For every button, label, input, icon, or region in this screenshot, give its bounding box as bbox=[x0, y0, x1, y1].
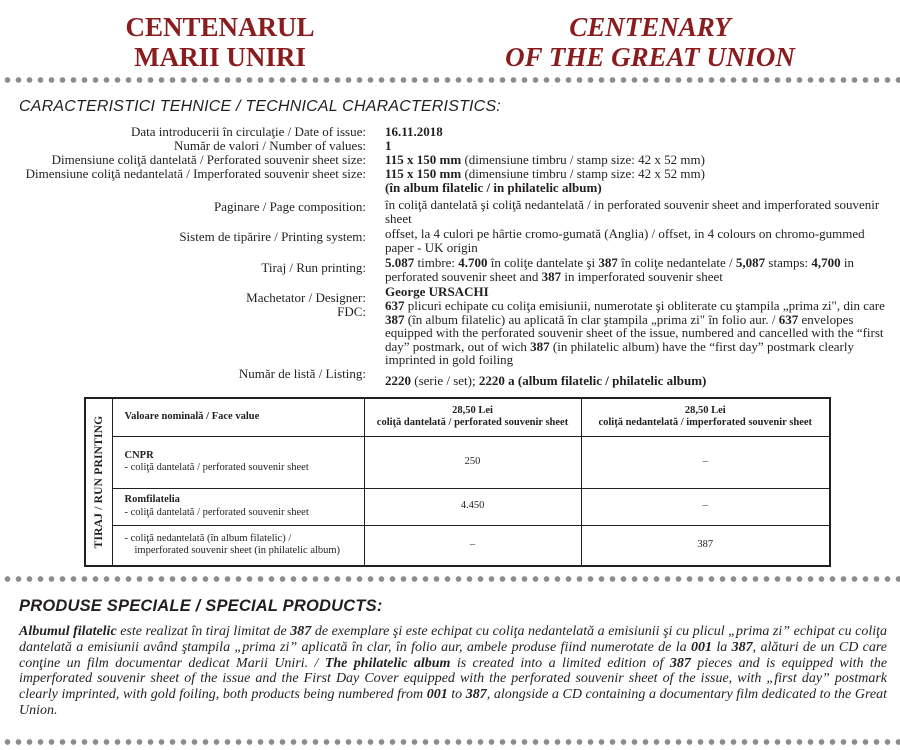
run-text-5: in perforated souvenir sheet and bbox=[385, 255, 855, 284]
row-cnpr-desc: - coliţă dantelată / perforated souvenir sheet bbox=[124, 462, 309, 473]
para-number: 387 bbox=[731, 639, 753, 655]
spec-imperforated-size-value bbox=[385, 167, 885, 194]
table-vertical-label: TIRAJ / RUN PRINTING bbox=[92, 415, 105, 549]
table-cell: 4.450 bbox=[364, 488, 581, 525]
header-en-line2: OF THE GREAT UNION bbox=[505, 42, 795, 72]
dotted-divider-middle bbox=[0, 575, 900, 583]
spec-printing-system-label: Sistem de tipărire / Printing system: bbox=[179, 229, 366, 244]
header-ro-line1: CENTENARUL bbox=[125, 12, 315, 42]
table-header-face-value: Valoare nominală / Face value bbox=[112, 398, 364, 436]
run-text-6: in imperforated souvenir sheet bbox=[561, 268, 723, 284]
fdc-text-4: (in philatelic album) have the “first day” postmark clearly imprinted in gold foiling bbox=[385, 338, 854, 367]
row-cnpr-name: CNPR bbox=[124, 449, 154, 461]
table-cell: 387 bbox=[581, 525, 830, 566]
imperforated-desc: coliţă nedantelată / imperforated souvenir sheet bbox=[598, 417, 813, 429]
para-number: 001 bbox=[691, 639, 712, 655]
listing-album: 2220 a (album filatelic / philatelic album) bbox=[478, 373, 707, 388]
para-text: is created into a limited edition of bbox=[450, 655, 670, 671]
table-cell: – bbox=[364, 525, 581, 566]
run-perf-ro: 4.700 bbox=[458, 255, 488, 270]
header-english bbox=[470, 12, 830, 72]
table-row bbox=[85, 436, 830, 488]
run-text-3: în coliţe nedantelate / bbox=[617, 255, 736, 270]
run-printing-table bbox=[84, 397, 831, 567]
para-text: to bbox=[447, 687, 466, 703]
imperforated-size-album: (în album filatelic / in philatelic album) bbox=[385, 179, 602, 195]
spec-run-printing-label: Tiraj / Run printing: bbox=[261, 260, 366, 275]
table-row bbox=[85, 488, 830, 525]
table-row-label bbox=[112, 488, 364, 525]
album-title-ro: Albumul filatelic bbox=[19, 624, 117, 639]
spec-fdc-label: FDC: bbox=[337, 304, 366, 319]
fdc-text-1: plicuri echipate cu coliţa emisiunii, numerotate şi obliterate cu ştampila „prima zi", din care bbox=[404, 298, 885, 313]
run-text-1: timbre: bbox=[414, 255, 459, 270]
para-text: la bbox=[712, 639, 732, 655]
spec-perforated-size-label: Dimensiune coliţă dantelată / Perforated souvenir sheet size: bbox=[51, 152, 366, 167]
row-romfilatelia-desc: - coliţă dantelată / perforated souvenir sheet bbox=[124, 506, 309, 518]
spec-imperforated-size-label: Dimensiune coliţă nedantelată / Imperforated souvenir sheet size: bbox=[25, 166, 366, 181]
technical-characteristics-title: CARACTERISTICI TEHNICE / TECHNICAL CHARACTERISTICS: bbox=[19, 98, 501, 115]
imperforated-face-value: 28,50 Lei bbox=[684, 404, 726, 416]
fdc-text-3: envelopes equipped with the perforated souvenir sheet of the issue, numbered and cancelled with the “first day” postmark, out of wich bbox=[385, 311, 884, 354]
spec-printing-system-value: offset, la 4 culori pe hârtie cromo-gumată (Anglia) / offset, in 4 colours on chromo-gummed paper - UK origin bbox=[385, 226, 865, 255]
spec-date-label: Data introducerii în circulaţie / Date of issue: bbox=[131, 124, 366, 139]
spec-listing-label: Număr de listă / Listing: bbox=[238, 366, 366, 381]
spec-designer-label: Machetator / Designer: bbox=[246, 290, 366, 305]
run-text-2: în coliţe dantelate şi bbox=[487, 255, 599, 270]
run-total-en: 5,087 bbox=[735, 255, 766, 270]
special-products-paragraph bbox=[19, 624, 887, 719]
spec-date-value: 16.11.2018 bbox=[385, 124, 443, 139]
para-number: 387 bbox=[669, 655, 691, 671]
perforated-size-bold: 115 x 150 mm bbox=[385, 152, 462, 167]
listing-text: (serie / set); bbox=[411, 373, 479, 388]
row-album-line2: imperforated souvenir sheet (in philatelic album) bbox=[134, 545, 341, 557]
run-total-ro: 5.087 bbox=[385, 255, 415, 270]
fdc-album-ro: 387 bbox=[385, 311, 405, 327]
listing-number: 2220 bbox=[385, 373, 411, 388]
para-text: este realizat în tiraj limitat de bbox=[116, 624, 291, 639]
spec-pagination-label: Paginare / Page composition: bbox=[213, 199, 366, 214]
spec-pagination-value: în coliţă dantelată şi coliţă nedantelată / in perforated souvenir sheet and imperforated souvenir sheet bbox=[385, 197, 880, 226]
spec-fdc-value bbox=[385, 299, 885, 367]
para-text: , alongside a CD containing a documentary film dedicated to the Great Union. bbox=[19, 687, 887, 718]
table-row bbox=[85, 525, 830, 566]
table-cell: 250 bbox=[364, 436, 581, 488]
dotted-divider-top bbox=[0, 76, 900, 84]
spec-listing-value bbox=[385, 374, 885, 388]
table-row-label bbox=[112, 525, 364, 566]
table-header-perforated bbox=[364, 398, 581, 436]
dotted-divider-bottom bbox=[0, 738, 900, 746]
para-text: pieces and is equipped with the imperforated souvenir sheet of the issue and the First Day Cover equipped with the perforated souvenir sheet of the issue, with „first day” postmark clearly imprinted, with gold foiling, both products being numbered from bbox=[19, 655, 888, 703]
fdc-album-en: 387 bbox=[530, 338, 550, 354]
run-text-4: stamps: bbox=[765, 255, 812, 270]
table-row-label bbox=[112, 436, 364, 488]
perforated-face-value: 28,50 Lei bbox=[452, 404, 493, 416]
album-title-en: The philatelic album bbox=[324, 655, 451, 671]
header-en-line1: CENTENARY bbox=[569, 12, 731, 42]
run-imperf-en: 387 bbox=[541, 268, 562, 284]
spec-run-printing-value bbox=[385, 256, 885, 283]
table-vertical-label-cell bbox=[85, 398, 112, 566]
spec-number-value: 1 bbox=[385, 138, 392, 153]
para-number: 001 bbox=[426, 687, 448, 703]
special-products-title: PRODUSE SPECIALE / SPECIAL PRODUCTS: bbox=[19, 597, 383, 615]
imperforated-size-rest: (dimensiune timbru / stamp size: 42 x 52 mm) bbox=[461, 166, 705, 181]
run-perf-en: 4,700 bbox=[811, 255, 841, 270]
fdc-text-2: (în album filatelic) au aplicată în clar ştampila „prima zi" în folio aur. / bbox=[404, 311, 779, 327]
perforated-size-rest: (dimensiune timbru / stamp size: 42 x 52 mm) bbox=[461, 152, 705, 167]
run-imperf-ro: 387 bbox=[598, 255, 618, 270]
table-cell: – bbox=[581, 436, 830, 488]
table-cell: – bbox=[581, 488, 830, 525]
fdc-count-ro: 637 bbox=[385, 298, 405, 313]
spec-perforated-size-value bbox=[385, 153, 885, 167]
table-header-imperforated bbox=[581, 398, 830, 436]
spec-designer-value: George URSACHI bbox=[385, 284, 489, 299]
table-header-row bbox=[85, 398, 830, 436]
header-ro-line2: MARII UNIRI bbox=[134, 42, 306, 72]
para-number: 387 bbox=[290, 624, 312, 639]
fdc-count-en: 637 bbox=[778, 311, 799, 327]
header-romanian bbox=[60, 12, 380, 72]
row-album-line1: - coliţă nedantelată (în album filatelic) / bbox=[124, 532, 292, 544]
para-text: , alături de un CD care conţine un film documentar dedicat Marii Uniri. / bbox=[19, 639, 888, 671]
row-romfilatelia-name: Romfilatelia bbox=[124, 494, 180, 505]
perforated-desc: coliţă dantelată / perforated souvenir sheet bbox=[376, 417, 569, 429]
para-text: de exemplare şi este echipat cu coliţa nedantelată a emisiunii şi cu plicul „prima zi” echipat cu coliţa dantelată a emisiunii având ştampila „prima zi” aplicată în clar, în folio aur, ambele produse fiind numerotate de la bbox=[19, 624, 887, 655]
para-number: 387 bbox=[465, 687, 487, 703]
spec-number-label: Număr de valori / Number of values: bbox=[173, 138, 366, 153]
imperforated-size-bold: 115 x 150 mm bbox=[385, 166, 462, 181]
